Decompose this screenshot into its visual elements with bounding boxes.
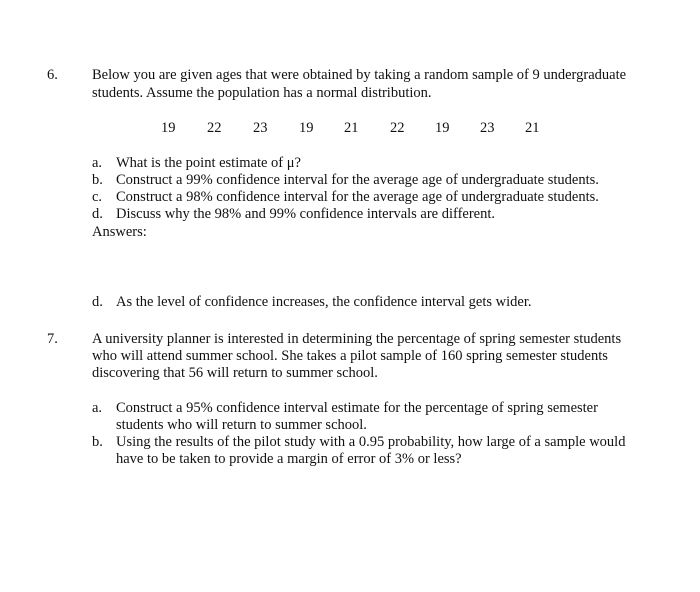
question-7-number: 7. [47,331,58,347]
age-value: 23 [253,120,268,136]
age-value: 19 [161,120,176,136]
age-value: 22 [390,120,405,136]
item-label: b. [92,172,103,188]
answers-label: Answers: [92,224,147,240]
question-6-text-line-1: Below you are given ages that were obtained by taking a random sample of 9 undergraduate [92,67,627,83]
age-value: 22 [207,120,222,136]
ages-data-row [0,120,700,137]
question-6-number: 6. [47,67,58,83]
item-text-line-1: Construct a 95% confidence interval estimate for the percentage of spring semester [116,400,598,416]
item-text-line-1: Using the results of the pilot study with a 0.95 probability, how large of a sample would [116,434,626,450]
answer-d-label: d. [92,294,103,310]
answer-d-text: As the level of confidence increases, the confidence interval gets wider. [116,294,532,310]
item-text: Construct a 99% confidence interval for the average age of undergraduate students. [116,172,599,188]
item-text: Construct a 98% confidence interval for the average age of undergraduate students. [116,189,599,205]
question-7-text-line-2: who will attend summer school. She takes a pilot sample of 160 spring semester students [92,348,608,364]
age-value: 21 [344,120,359,136]
item-text-line-2: students who will return to summer school. [116,417,367,433]
item-text: What is the point estimate of μ? [116,155,301,171]
item-text-line-2: have to be taken to provide a margin of error of 3% or less? [116,451,462,467]
age-value: 21 [525,120,540,136]
age-value: 19 [435,120,450,136]
item-text: Discuss why the 98% and 99% confidence intervals are different. [116,206,496,222]
item-label: a. [92,400,103,416]
question-7-text-line-1: A university planner is interested in determining the percentage of spring semester students [92,331,622,347]
age-value: 23 [480,120,495,136]
item-label: d. [92,206,103,222]
item-label: a. [92,155,103,171]
item-label: c. [92,189,103,205]
question-7-text-line-3: discovering that 56 will return to summer school. [92,365,378,381]
age-value: 19 [299,120,314,136]
question-6-text-line-2: students. Assume the population has a normal distribution. [92,85,432,101]
item-label: b. [92,434,103,450]
